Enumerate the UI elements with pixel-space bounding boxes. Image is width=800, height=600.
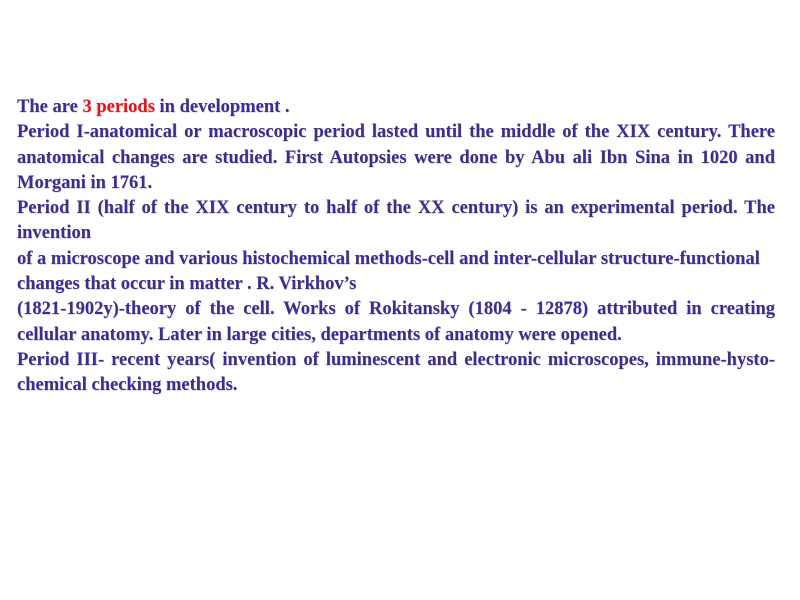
virkhov-paragraph: changes that occur in matter . R. Virkhov’s	[17, 274, 357, 295]
intro-before: The are	[17, 97, 83, 117]
period-two-paragraph: Period II (half of the XIX century to half of the XX century) is an experimental period. The invention	[17, 198, 775, 244]
slide-body	[17, 95, 775, 399]
intro-line	[17, 95, 775, 120]
cell-theory-paragraph: (1821-1902y)-theory of the cell. Works of Rokitansky (1804 - 12878) attributed in creating cellular anatomy. Later in large cities, departments of anatomy were opened.	[17, 299, 775, 345]
periods-highlight: 3 periods	[82, 97, 155, 117]
period-one-paragraph: Period I-anatomical or macroscopic period lasted until the middle of the XIX century. There anatomical changes are studied. First Autopsies were done by Abu ali Ibn Sina in 1020 and Morgani in 1761.	[17, 122, 775, 193]
intro-after: in development .	[154, 97, 290, 117]
microscope-paragraph: of a microscope and various histochemical methods-cell and inter-cellular structure-functional	[17, 248, 760, 269]
period-three-paragraph: Period III- recent years( invention of luminescent and electronic microscopes, immune-hysto- chemical checking methods.	[17, 349, 775, 396]
